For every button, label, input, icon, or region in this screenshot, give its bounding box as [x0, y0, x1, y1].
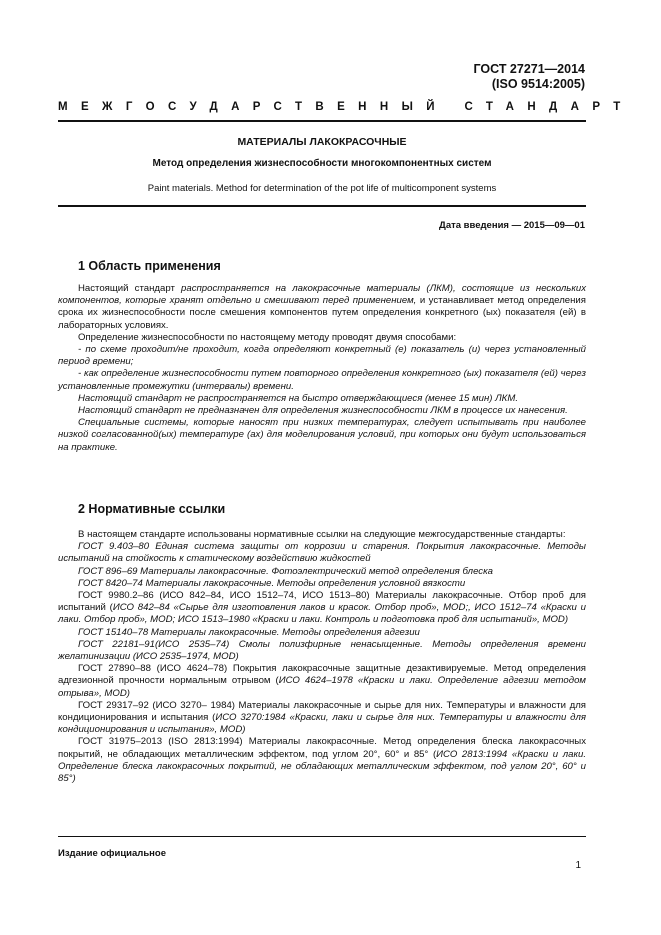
section-scope-body: [58, 283, 586, 454]
document-title-english: Paint materials. Method for determination of the pot life of multicomponent systems: [147, 183, 497, 194]
document-subtitle: Метод определения жизнеспособности многокомпонентных систем: [152, 158, 492, 169]
paragraph: Специальные системы, которые наносят при низких температурах, следует испытывать при наиболее низкой согласованной(ых) температуре (ах) для моделирования условий, при которых они будут использоваться на практике.: [58, 417, 586, 453]
reference-item: ГОСТ 8420–74 Материалы лакокрасочные. Методы определения условной вязкости: [78, 577, 466, 589]
reference-item: ГОСТ 896–69 Материалы лакокрасочные. Фотоэлектрический метод определения блеска: [78, 565, 493, 577]
paragraph: Настоящий стандарт распространяется на лакокрасочные материалы (ЛКМ), состоящие из нескольких компонентов, которые хранят отдельно и смешивают перед применением, и устанавливает метод определения срока их жизнеспособности после смешения компонентов путем определения конкретного (ых) показателя (ей) в лабораторных условиях.: [58, 283, 586, 331]
paragraph: Настоящий стандарт не распространяется на быстро отверждающиеся (менее 15 мин) ЛКМ.: [78, 392, 518, 404]
section-heading-references: 2 Нормативные ссылки: [78, 502, 226, 516]
section-heading-scope: 1 Область применения: [78, 259, 221, 273]
reference-item: ГОСТ 31975–2013 (ISO 2813:1994) Материалы лакокрасочные. Метод определения блеска лакокрасочных покрытий, не обладающих металлическим эффектом, под углом 20°, 60° и 85° (ИСО 2813:1994 «Краски и лаки. Определение блеска лакокрасочных покрытий, не обладающих металлическим эффектом, под углом 20°, 60° и 85°): [58, 736, 586, 785]
reference-item: ГОСТ 9980.2–86 (ИСО 842–84, ИСО 1512–74, ИСО 1513–80) Материалы лакокрасочные. Отбор проб для испытаний (ИСО 842–84 «Сырье для изготовления лаков и красок. Отбор проб», MOD;, ИСО 1512–74 «Краски и лаки. Отбор проб», MOD; ИСО 1513–1980 «Краски и лаки. Контроль и подготовка проб для испытаний», MOD): [58, 590, 586, 626]
paragraph: Определение жизнеспособности по настоящему методу проводят двумя способами:: [78, 331, 457, 343]
page-number: 1: [575, 860, 581, 871]
footer-rule: [58, 836, 586, 837]
introduction-date: Дата введения — 2015—09—01: [439, 220, 585, 231]
reference-item: ГОСТ 15140–78 Материалы лакокрасочные. Методы определения адгезии: [78, 626, 420, 638]
paragraph: - по схеме проходит/не проходит, когда определяют конкретный (е) показатель (и) через установленный период времени;: [58, 344, 586, 368]
standard-number-gost: ГОСТ 27271—2014: [473, 62, 585, 76]
document-title: МАТЕРИАЛЫ ЛАКОКРАСОЧНЫЕ: [237, 136, 407, 148]
paragraph: В настоящем стандарте использованы нормативные ссылки на следующие межгосударственные стандарты:: [78, 529, 566, 540]
paragraph: - как определение жизнеспособности путем повторного определения конкретного (ых) показателя (ей) через установленные промежутки (интервалы) времени.: [58, 368, 586, 392]
reference-item: ГОСТ 22181–91(ИСО 2535–74) Смолы полизфирные ненасыщенные. Методы определения времени желатинизации (ИСО 2535–1974, MOD): [58, 638, 586, 663]
paragraph: Настоящий стандарт не предназначен для определения жизнеспособности ЛКМ в процессе их нанесения.: [78, 405, 568, 417]
standard-number-iso: (ISO 9514:2005): [491, 77, 585, 91]
standard-number: [473, 62, 585, 92]
top-rule: [58, 120, 586, 122]
section-references-body: [58, 529, 586, 785]
reference-item: ГОСТ 29317–92 (ИСО 3270– 1984) Материалы лакокрасочные и сырье для них. Температуры и влажности для кондиционирования и испытания (ИСО 3270:1984 «Краски, лаки и сырье для них. Температуры и влажности для кондиционирования и испытания», MOD): [58, 699, 586, 736]
title-rule: [58, 205, 586, 207]
standard-type-banner: МЕЖГОСУДАРСТВЕННЫЙ СТАНДАРТ: [58, 101, 634, 113]
reference-item: ГОСТ 27890–88 (ИСО 4624–78) Покрытия лакокрасочные защитные дезактивируемые. Метод определения адгезионной прочности нормальным отрывом (ИСО 4624–1978 «Краски и лаки. Определение адгезии методом отрыва», MOD): [58, 663, 586, 699]
reference-item: ГОСТ 9.403–80 Единая система защиты от коррозии и старения. Покрытия лакокрасочные. Методы испытаний на стойкость к статическому воздействию жидкостей: [58, 541, 586, 565]
edition-label: Издание официальное: [58, 848, 166, 859]
